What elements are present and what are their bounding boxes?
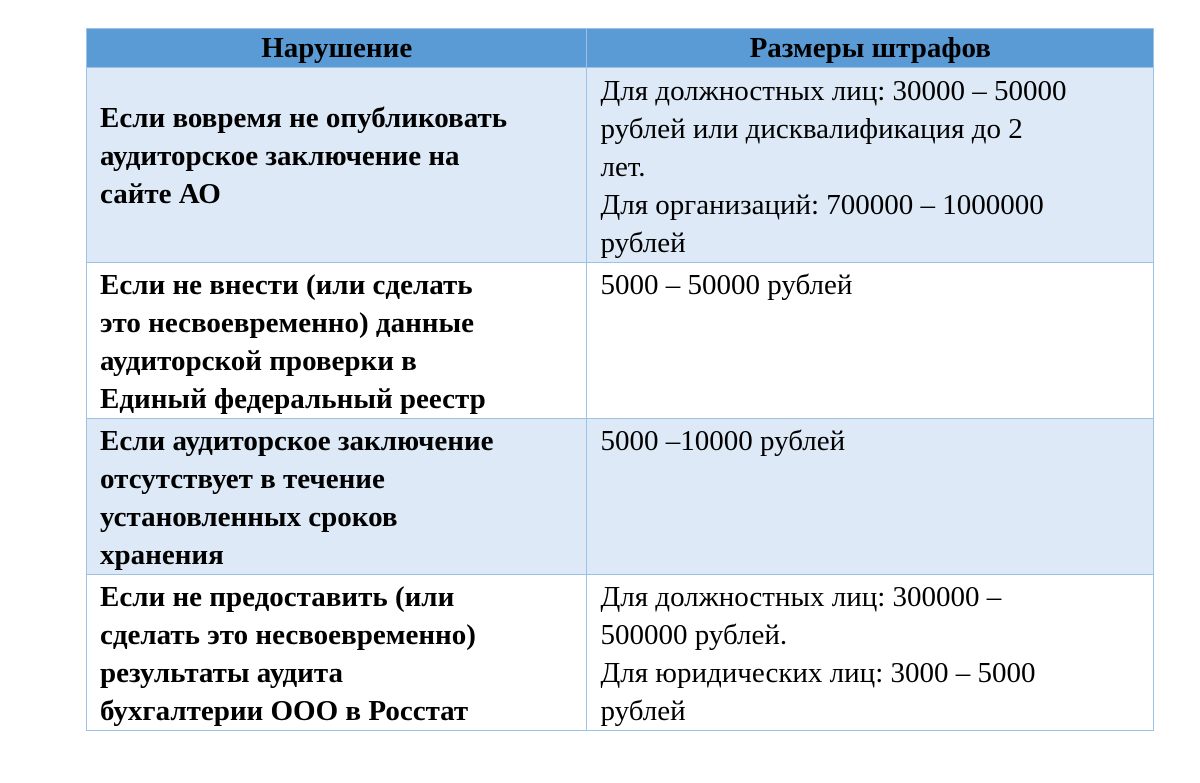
violation-text: отсутствует в течение: [100, 463, 385, 495]
table-row: [87, 575, 1154, 731]
table-row: [87, 68, 1154, 263]
header-fine: Размеры штрафов: [587, 29, 1154, 68]
violation-text: хранения: [100, 539, 224, 571]
violation-text: сделать это несвоевременно): [100, 619, 476, 651]
fine-cell: [587, 419, 1154, 575]
violation-text: сайте АО: [100, 178, 221, 210]
violation-text: Если не внести (или сделать: [100, 269, 473, 301]
violation-cell: [87, 575, 587, 731]
violation-text: Если аудиторское заключение: [100, 425, 494, 457]
violation-text: установленных сроков: [100, 501, 398, 533]
fine-text: 500000 рублей.: [600, 619, 788, 651]
table-row: [87, 419, 1154, 575]
fine-cell: [587, 263, 1154, 419]
violation-text: Единый федеральный реестр: [100, 383, 486, 415]
fine-text: Для должностных лиц: 30000 – 50000: [600, 75, 1067, 107]
fine-text: Для организаций: 700000 – 1000000: [600, 189, 1044, 221]
fine-text: 5000 –10000 рублей: [600, 425, 846, 457]
fine-text: 5000 – 50000 рублей: [600, 269, 853, 301]
fine-text: лет.: [600, 151, 646, 183]
violation-cell: [87, 68, 587, 263]
violation-text: аудиторское заключение на: [100, 140, 460, 172]
fine-text: рублей: [600, 227, 686, 259]
violation-text: Если вовремя не опубликовать: [100, 102, 508, 134]
table-header-row: [87, 29, 1154, 68]
table-row: [87, 263, 1154, 419]
violation-text: Если не предоставить (или: [100, 581, 455, 613]
fine-text: Для должностных лиц: 300000 –: [600, 581, 1002, 613]
fine-text: Для юридических лиц: 3000 – 5000: [600, 657, 1036, 689]
header-violation: Нарушение: [87, 29, 587, 68]
violation-text: аудиторской проверки в: [100, 345, 417, 377]
fines-table: [86, 28, 1154, 731]
fine-text: рублей: [600, 695, 686, 727]
violation-text: бухгалтерии ООО в Росстат: [100, 695, 469, 727]
violation-cell: [87, 419, 587, 575]
fine-cell: [587, 575, 1154, 731]
violation-text: результаты аудита: [100, 657, 343, 689]
violation-text: это несвоевременно) данные: [100, 307, 474, 339]
fine-text: рублей или дисквалификация до 2: [600, 113, 1023, 145]
fine-cell: [587, 68, 1154, 263]
violation-cell: [87, 263, 587, 419]
